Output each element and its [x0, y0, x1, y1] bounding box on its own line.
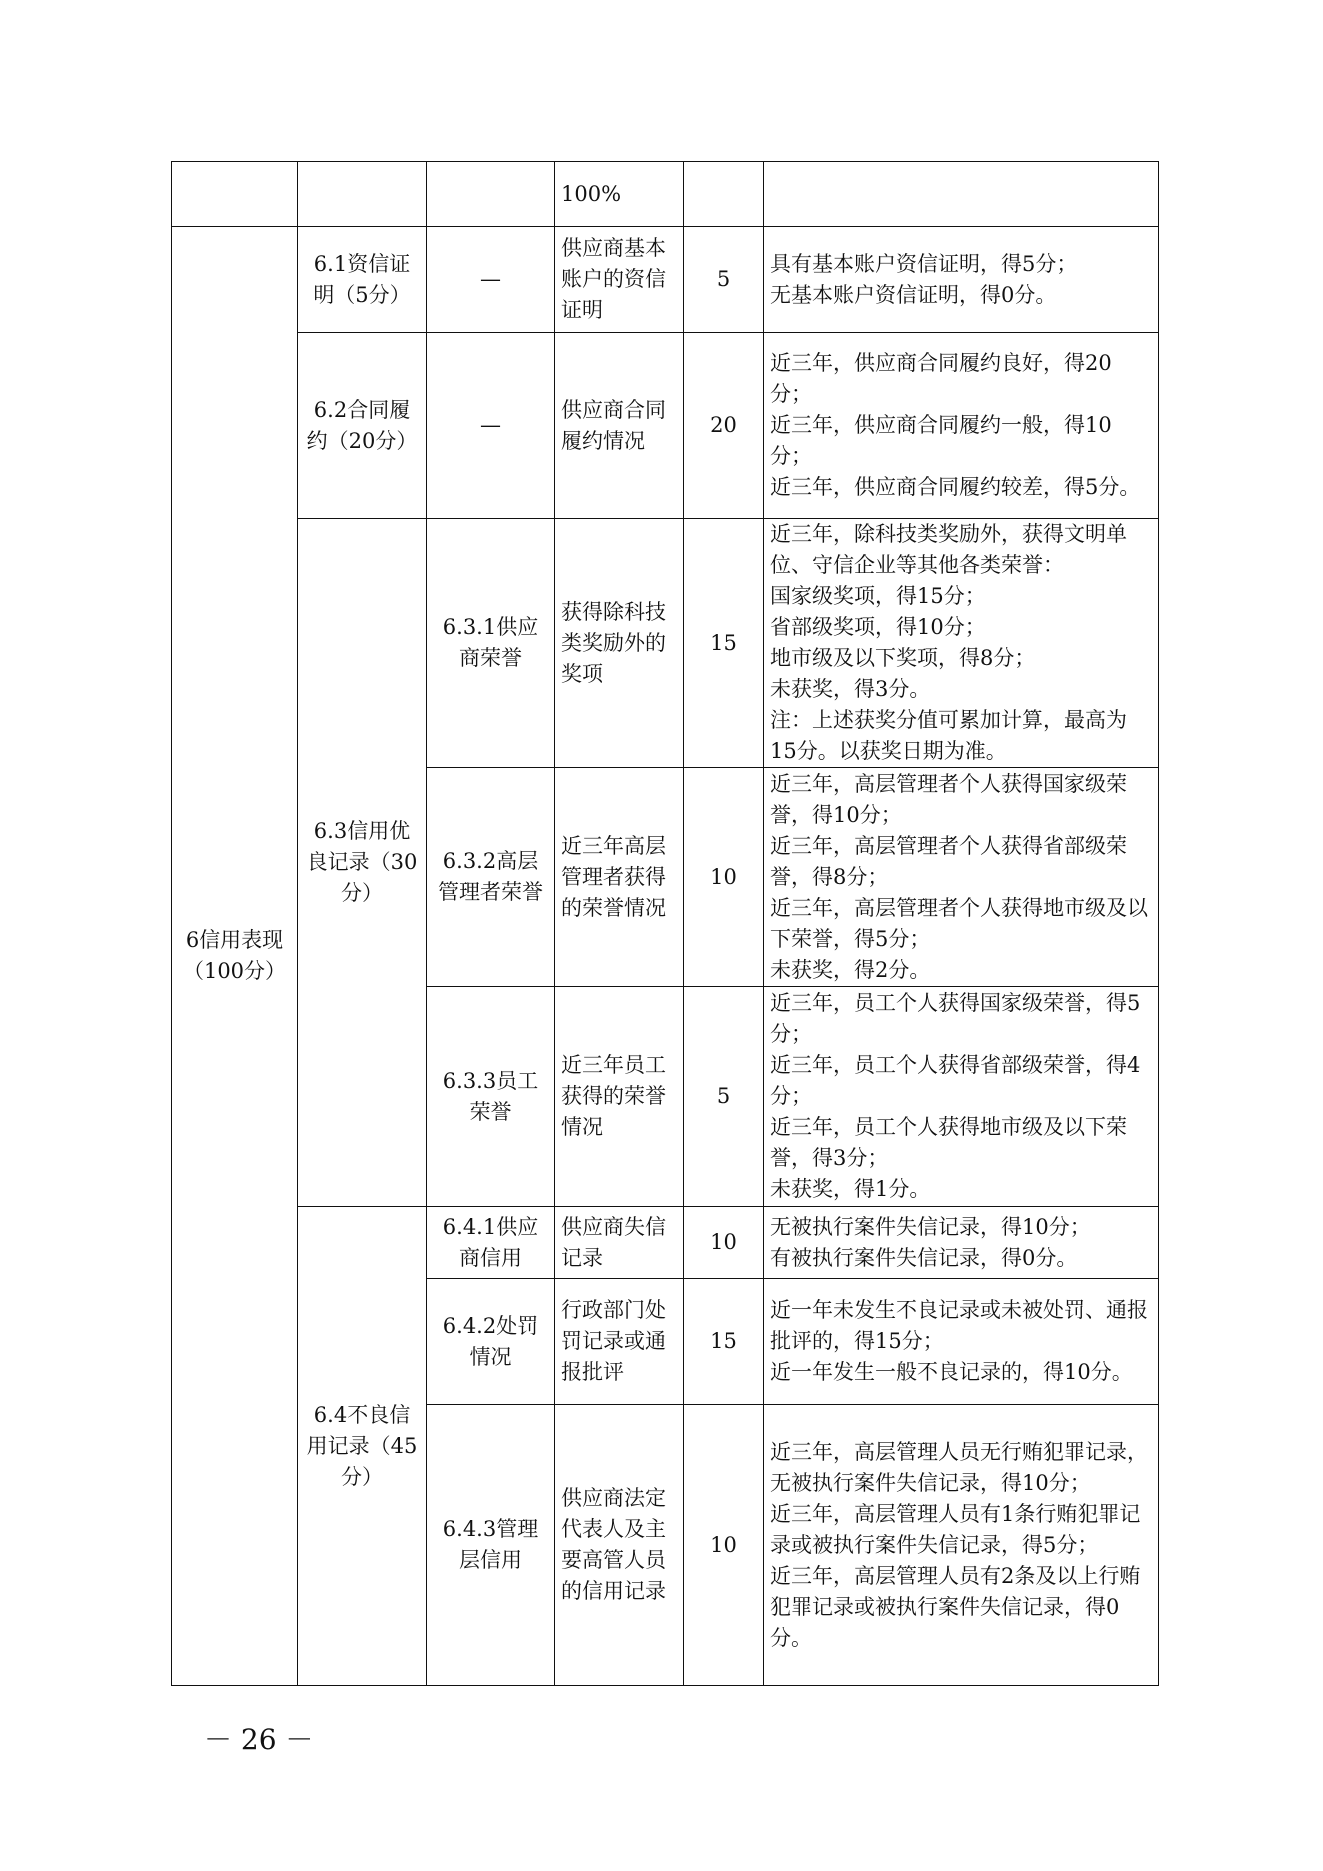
criteria-cell	[764, 987, 1159, 1207]
criteria-line: 近三年，高层管理人员有2条及以上行贿犯罪记录或被执行案件失信记录，得0分。	[770, 1563, 1141, 1650]
score-cell: 10	[684, 1207, 764, 1279]
criteria-line: 无被执行案件失信记录，得10分；	[770, 1214, 1091, 1239]
criteria-line: 近三年，员工个人获得省部级荣誉，得4分；	[770, 1053, 1141, 1108]
criteria-line: 近三年，员工个人获得国家级荣誉，得5分；	[770, 991, 1141, 1046]
group-cell: 6.2合同履约（20分）	[298, 333, 427, 519]
continuation-cell: 100%	[555, 162, 684, 227]
criteria-line: 近三年，高层管理人员有1条行贿犯罪记录或被执行案件失信记录，得5分；	[770, 1501, 1141, 1557]
criteria-line: 近三年，高层管理者个人获得地市级及以下荣誉，得5分；	[770, 895, 1148, 951]
item-cell: 近三年员工获得的荣誉情况	[555, 987, 684, 1207]
criteria-line: 近三年，供应商合同履约较差，得5分。	[770, 475, 1141, 499]
criteria-cell	[764, 333, 1159, 519]
criteria-cell	[764, 1207, 1159, 1279]
criteria-line: 未获奖，得3分。	[770, 677, 931, 701]
criteria-line: 有被执行案件失信记录，得0分。	[770, 1245, 1078, 1270]
sub-item-cell: —	[427, 333, 555, 519]
sub-item-cell: 6.4.3管理层信用	[427, 1405, 555, 1686]
score-cell: 15	[684, 1279, 764, 1405]
criteria-cell	[764, 227, 1159, 333]
criteria-line: 近三年，除科技类奖励外，获得文明单位、守信企业等其他各类荣誉：	[770, 522, 1127, 577]
item-cell: 供应商合同履约情况	[555, 333, 684, 519]
page-number: － 26 －	[204, 1723, 314, 1756]
item-cell: 行政部门处罚记录或通报批评	[555, 1279, 684, 1405]
criteria-cell	[764, 1279, 1159, 1405]
sub-item-cell: —	[427, 227, 555, 333]
score-cell: 5	[684, 987, 764, 1207]
scoring-table	[171, 161, 1159, 1686]
criteria-line: 近一年未发生不良记录或未被处罚、通报批评的，得15分；	[770, 1298, 1148, 1353]
section-cell: 6信用表现（100分）	[172, 227, 298, 1686]
criteria-line: 注：上述获奖分值可累加计算，最高为15分。以获奖日期为准。	[770, 708, 1127, 763]
sub-item-cell: 6.3.1供应商荣誉	[427, 519, 555, 768]
item-cell: 供应商基本账户的资信证明	[555, 227, 684, 333]
criteria-line: 省部级奖项，得10分；	[770, 615, 986, 639]
empty-cell	[298, 162, 427, 227]
criteria-line: 国家级奖项，得15分；	[770, 584, 986, 608]
criteria-line: 近三年，高层管理人员无行贿犯罪记录，无被执行案件失信记录，得10分；	[770, 1439, 1148, 1495]
sub-item-cell: 6.3.3员工荣誉	[427, 987, 555, 1207]
criteria-line: 未获奖，得2分。	[770, 957, 931, 982]
criteria-line: 近三年，供应商合同履约一般，得10分；	[770, 413, 1112, 468]
empty-cell	[764, 162, 1159, 227]
item-cell: 供应商失信记录	[555, 1207, 684, 1279]
criteria-line: 近三年，高层管理者个人获得国家级荣誉，得10分；	[770, 771, 1127, 827]
score-cell: 10	[684, 768, 764, 987]
table-row	[172, 333, 1159, 519]
criteria-line: 无基本账户资信证明，得0分。	[770, 282, 1057, 307]
item-cell: 近三年高层管理者获得的荣誉情况	[555, 768, 684, 987]
table-row	[172, 519, 1159, 768]
score-cell: 20	[684, 333, 764, 519]
table-row	[172, 162, 1159, 227]
criteria-line: 近三年，供应商合同履约良好，得20分；	[770, 351, 1112, 406]
criteria-cell	[764, 1405, 1159, 1686]
group-cell: 6.1资信证明（5分）	[298, 227, 427, 333]
score-cell: 10	[684, 1405, 764, 1686]
table-row	[172, 227, 1159, 333]
criteria-cell	[764, 519, 1159, 768]
sub-item-cell: 6.3.2高层管理者荣誉	[427, 768, 555, 987]
group-cell: 6.3信用优良记录（30分）	[298, 519, 427, 1207]
table-row	[172, 1207, 1159, 1279]
group-cell: 6.4不良信用记录（45分）	[298, 1207, 427, 1686]
sub-item-cell: 6.4.2处罚情况	[427, 1279, 555, 1405]
criteria-cell	[764, 768, 1159, 987]
score-cell: 15	[684, 519, 764, 768]
empty-cell	[684, 162, 764, 227]
item-cell: 获得除科技类奖励外的奖项	[555, 519, 684, 768]
empty-cell	[427, 162, 555, 227]
criteria-line: 地市级及以下奖项，得8分；	[770, 646, 1036, 670]
criteria-line: 未获奖，得1分。	[770, 1177, 931, 1201]
item-cell: 供应商法定代表人及主要高管人员的信用记录	[555, 1405, 684, 1686]
empty-cell	[172, 162, 298, 227]
criteria-line: 近三年，员工个人获得地市级及以下荣誉，得3分；	[770, 1115, 1127, 1170]
score-cell: 5	[684, 227, 764, 333]
sub-item-cell: 6.4.1供应商信用	[427, 1207, 555, 1279]
criteria-line: 近一年发生一般不良记录的，得10分。	[770, 1360, 1133, 1384]
criteria-line: 具有基本账户资信证明，得5分；	[770, 251, 1078, 276]
criteria-line: 近三年，高层管理者个人获得省部级荣誉，得8分；	[770, 833, 1127, 889]
